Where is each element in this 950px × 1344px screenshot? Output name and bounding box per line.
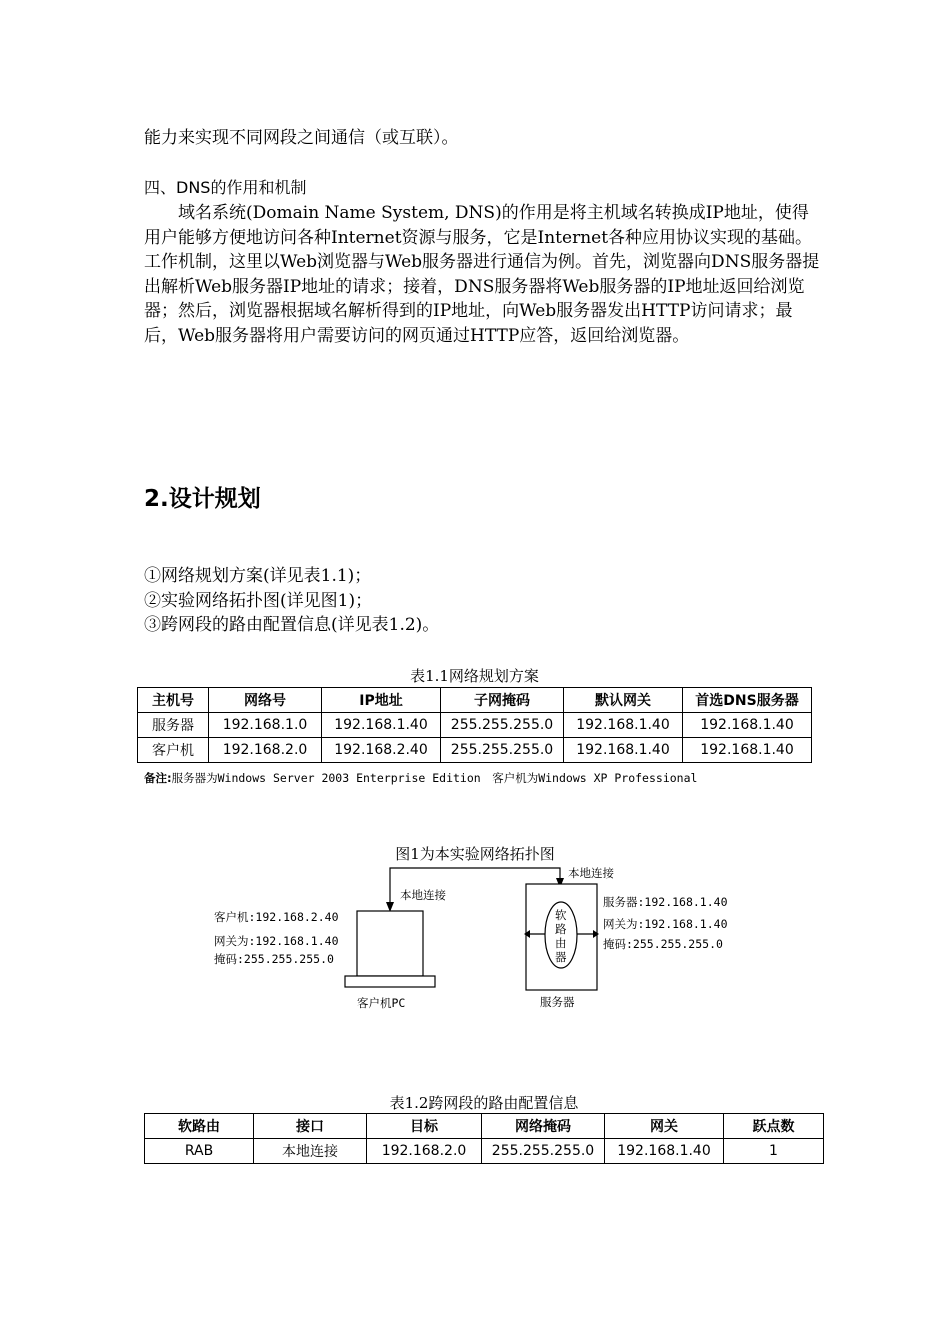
table-cell: 客户机 bbox=[138, 738, 209, 763]
router-char: 软 bbox=[555, 908, 567, 922]
table-cell: 服务器 bbox=[138, 713, 209, 738]
table-cell: 192.168.1.40 bbox=[605, 1139, 724, 1164]
intro-line: 能力来实现不同网段之间通信（或互联）。 bbox=[144, 128, 459, 148]
design-heading: 2.设计规划 bbox=[144, 486, 261, 512]
server-info-line: 服务器:192.168.1.40 bbox=[603, 895, 728, 909]
link-label-right: 本地连接 bbox=[568, 866, 614, 880]
note-label: 备注: bbox=[144, 771, 172, 785]
table-cell: 本地连接 bbox=[254, 1139, 367, 1164]
column-header: 网关 bbox=[605, 1114, 724, 1139]
server-info-line: 掩码:255.255.255.0 bbox=[603, 937, 723, 951]
table-cell: 192.168.2.0 bbox=[367, 1139, 482, 1164]
list-item: ②实验网络拓扑图(详见图1)； bbox=[144, 590, 373, 611]
column-header: 网络号 bbox=[209, 688, 322, 713]
router-char: 由 bbox=[555, 936, 567, 950]
column-header: 跃点数 bbox=[724, 1114, 824, 1139]
table-row bbox=[145, 1139, 824, 1164]
table2-caption: 表1.2跨网段的路由配置信息 bbox=[389, 1094, 579, 1112]
table-cell: RAB bbox=[145, 1139, 254, 1164]
list-item: ①网络规划方案(详见表1.1)； bbox=[144, 566, 372, 586]
table-cell: 255.255.255.0 bbox=[441, 738, 564, 763]
client-info-line: 客户机:192.168.2.40 bbox=[214, 910, 339, 924]
column-header: 软路由 bbox=[145, 1114, 254, 1139]
client-info-line: 网关为:192.168.1.40 bbox=[214, 934, 339, 948]
server-info-line: 网关为:192.168.1.40 bbox=[603, 917, 728, 931]
dns-paragraph: 域名系统(Domain Name System, DNS)的作用是将主机域名转换成IP地址，使得用户能够方便地访问各种Internet资源与服务，它是Internet各种应用协议实现的基础。工作机制，这里以Web浏览器与Web服务器进行通信为例。首先，浏览器向DNS服务器提出解析Web服务器IP地址的请求；接着，DNS服务器将Web服务器的IP地址返回给浏览器；然后，浏览器根据域名解析得到的IP地址，向Web服务器发出HTTP访问请求；最后，Web服务器将用户需要访问的网页通过HTTP应答，返回给浏览器。 bbox=[144, 203, 820, 346]
section-heading-dns: 四、DNS的作用和机制 bbox=[144, 178, 307, 197]
table-cell: 192.168.2.40 bbox=[322, 738, 441, 763]
column-header: 接口 bbox=[254, 1114, 367, 1139]
table-cell: 192.168.1.40 bbox=[683, 713, 812, 738]
table1-caption: 表1.1网络规划方案 bbox=[410, 667, 539, 685]
link-label-left: 本地连接 bbox=[400, 888, 446, 902]
client-pc-box bbox=[357, 911, 423, 976]
column-header: 默认网关 bbox=[564, 688, 683, 713]
column-header: 网络掩码 bbox=[482, 1114, 605, 1139]
column-header: 子网掩码 bbox=[441, 688, 564, 713]
table-cell: 192.168.1.40 bbox=[322, 713, 441, 738]
table-cell: 192.168.2.0 bbox=[209, 738, 322, 763]
table-cell: 192.168.1.40 bbox=[683, 738, 812, 763]
client-pc-base bbox=[345, 976, 435, 987]
route-config-table bbox=[144, 1113, 824, 1164]
table-header-row bbox=[145, 1114, 824, 1139]
table-cell: 1 bbox=[724, 1139, 824, 1164]
column-header: 目标 bbox=[367, 1114, 482, 1139]
router-char: 器 bbox=[555, 950, 567, 964]
table-cell: 255.255.255.0 bbox=[482, 1139, 605, 1164]
column-header: 首选DNS服务器 bbox=[683, 688, 812, 713]
client-info-line: 掩码:255.255.255.0 bbox=[214, 952, 334, 966]
server-name: 服务器 bbox=[540, 995, 575, 1009]
note-text: 服务器为Windows Server 2003 Enterprise Edition 客户机为Windows XP Professional bbox=[171, 771, 698, 785]
column-header: IP地址 bbox=[322, 688, 441, 713]
figure1-caption: 图1为本实验网络拓扑图 bbox=[395, 845, 555, 863]
table-cell: 192.168.1.40 bbox=[564, 713, 683, 738]
table-cell: 255.255.255.0 bbox=[441, 713, 564, 738]
table-cell: 192.168.1.0 bbox=[209, 713, 322, 738]
client-name: 客户机PC bbox=[357, 996, 406, 1010]
column-header: 主机号 bbox=[138, 688, 209, 713]
router-char: 路 bbox=[555, 922, 567, 936]
list-item: ③跨网段的路由配置信息(详见表1.2)。 bbox=[144, 615, 440, 636]
table-cell: 192.168.1.40 bbox=[564, 738, 683, 763]
